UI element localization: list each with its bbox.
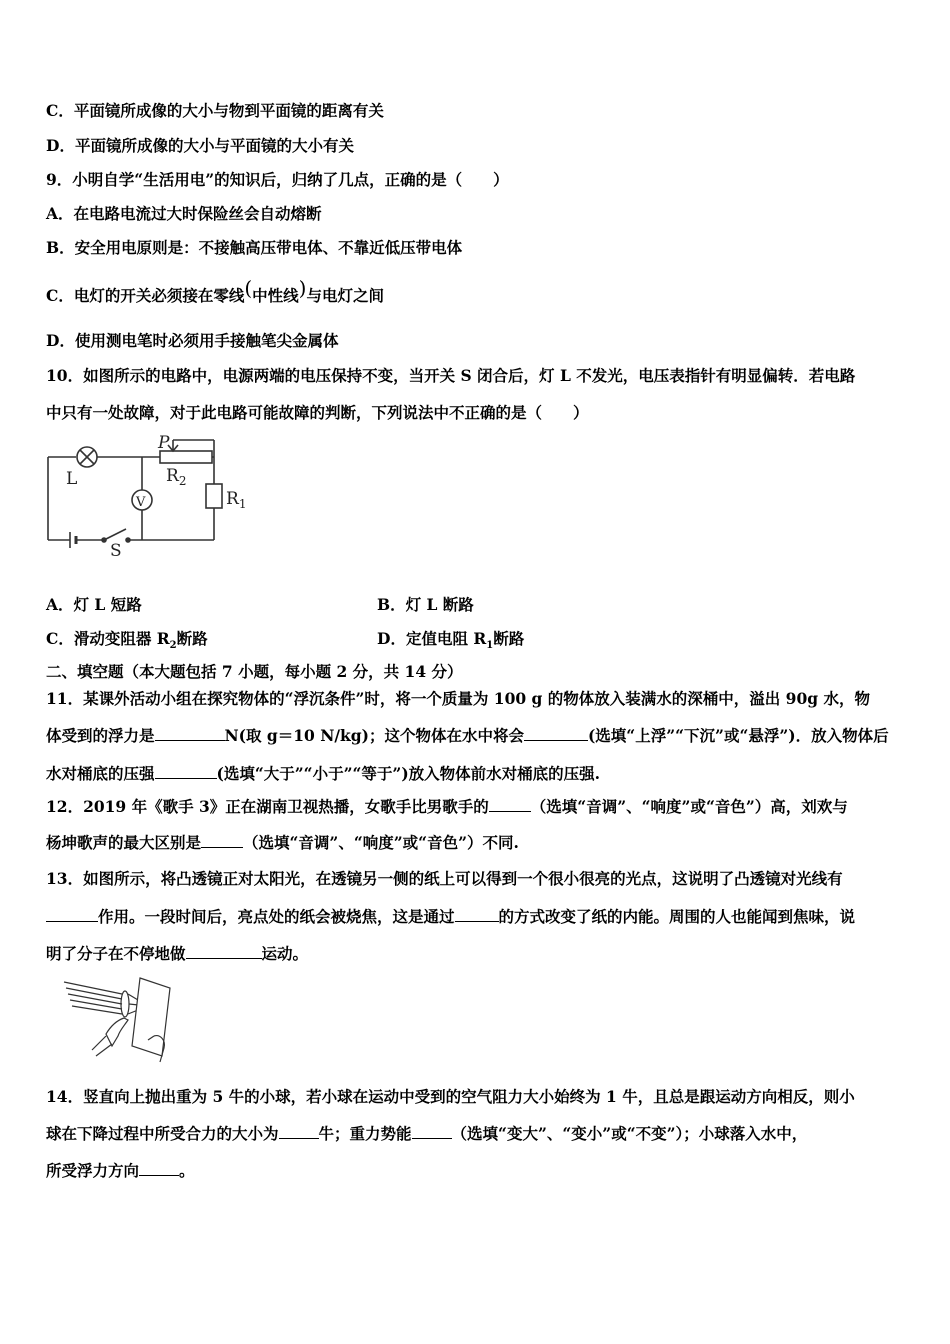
q10-option-d [377, 629, 524, 656]
q13-blank-3[interactable] [186, 944, 262, 959]
resistor-label-letter: R [226, 489, 239, 509]
rheostat-label-sub: 2 [178, 474, 187, 488]
q12-line2 [46, 833, 519, 853]
q11-blank-buoyancy[interactable] [155, 726, 225, 741]
q9-option-d: D．使用测电笔时必须用手接触笔尖金属体 [46, 331, 339, 350]
q9-option-c-pre: C．电灯的开关必须接在零线 [46, 286, 245, 305]
q10-option-c [46, 629, 208, 656]
q9-stem: 9．小明自学“生活用电”的知识后，归纳了几点，正确的是（ ） [46, 170, 509, 189]
rheostat-label [166, 466, 186, 488]
q10-option-c-post: 断路 [176, 629, 208, 648]
q14-line2-b: 牛；重力势能 [318, 1124, 412, 1143]
switch-symbol [102, 538, 106, 542]
resistor-label-sub: 1 [238, 497, 247, 511]
q9-option-c-post: 与电灯之间 [306, 286, 384, 305]
q14-blank-1[interactable] [279, 1124, 319, 1139]
q10-option-d-pre: D．定值电阻 R [377, 629, 487, 648]
voltmeter-label: V [136, 495, 146, 510]
slider-label: P [158, 433, 170, 453]
q12-blank-2[interactable] [201, 833, 243, 848]
q12-line1-a: 12．2019 年《歌手 3》正在湖南卫视热播，女歌手比男歌手的 [46, 797, 489, 816]
sun-ray [66, 988, 122, 999]
section-title: 二、填空题（本大题包括 7 小题，每小题 2 分，共 14 分） [46, 662, 463, 681]
q12-blank-1[interactable] [489, 797, 531, 812]
q8-option-c: C．平面镜所成像的大小与物到平面镜的距离有关 [46, 101, 384, 120]
q11-line3 [46, 764, 600, 784]
q10-stem-line1: 10．如图所示的电路中，电源两端的电压保持不变，当开关 S 闭合后，灯 L 不发光，电压表指针有明显偏转．若电路 [46, 366, 856, 385]
q10-stem-line2: 中只有一处故障，对于此电路可能故障的判断，下列说法中不正确的是（ ） [46, 403, 589, 422]
sun-ray [70, 1000, 122, 1009]
q9-option-c-mid: 中性线 [252, 286, 299, 305]
q11-line3-a: 水对桶底的压强 [46, 764, 155, 783]
q11-line2-c: (选填“上浮”“下沉”或“悬浮”)．放入物体后 [587, 726, 889, 745]
q9-option-a: A．在电路电流过大时保险丝会自动熔断 [46, 204, 322, 223]
q14-line2 [46, 1124, 807, 1144]
switch-label: S [110, 541, 122, 561]
q10-option-c-pre: C．滑动变阻器 R [46, 629, 170, 648]
q13-lens-figure [62, 974, 182, 1064]
q11-blank-float-state[interactable] [524, 726, 588, 741]
q13-line2 [46, 907, 855, 927]
q11-line2 [46, 726, 889, 746]
q10-option-c-sub: 2 [169, 640, 177, 652]
q11-line1: 11．某课外活动小组在探究物体的“浮沉条件”时，将一个质量为 100 g 的物体放入装满水的深桶中，溢出 90g 水，物 [46, 689, 870, 708]
q12-line2-a: 杨坤歌声的最大区别是 [46, 833, 202, 852]
resistor-r1-symbol [206, 484, 222, 508]
lens-symbol [121, 991, 129, 1017]
q9-option-c [46, 276, 384, 306]
q12-line1 [46, 797, 848, 817]
resistor-label [226, 489, 246, 511]
q13-line3-b: 运动。 [261, 944, 309, 963]
q14-line3-b: 。 [179, 1161, 195, 1180]
q9-option-c-paren-close: ) [298, 276, 307, 300]
q14-line2-a: 球在下降过程中所受合力的大小为 [46, 1124, 279, 1143]
q12-line2-b: （选填“音调”、“响度”或“音色”）不同. [243, 833, 519, 852]
q11-line2-b: N(取 g＝10 N/kg)；这个物体在水中将会 [224, 726, 524, 745]
q11-blank-pressure[interactable] [155, 764, 217, 779]
q10-option-a: A．灯 L 短路 [46, 595, 142, 614]
q13-blank-2[interactable] [455, 907, 499, 922]
left-hand [106, 1018, 128, 1046]
q13-line3 [46, 944, 308, 964]
q11-line3-b: (选填“大于”“小于”“等于”)放入物体前水对桶底的压强. [216, 764, 601, 783]
q10-circuit-diagram [40, 432, 270, 562]
q9-option-c-paren-open: ( [244, 276, 253, 300]
q13-line3-a: 明了分子在不停地做 [46, 944, 186, 963]
q14-line3-a: 所受浮力方向 [46, 1161, 140, 1180]
q13-line2-a: 作用。一段时间后，亮点处的纸会被烧焦，这是通过 [98, 907, 455, 926]
q14-line2-c: （选填“变大”、“变小”或“不变”）；小球落入水中， [451, 1124, 808, 1143]
q10-option-b: B．灯 L 断路 [377, 595, 474, 614]
q12-line1-b: （选填“音调”、“响度”或“音色”）高，刘欢与 [530, 797, 848, 816]
sun-ray [68, 994, 122, 1004]
q13-line1: 13．如图所示，将凸透镜正对太阳光，在透镜另一侧的纸上可以得到一个很小很亮的光点，这说明了凸透镜对光线有 [46, 869, 843, 888]
q13-line2-b: 的方式改变了纸的内能。周围的人也能闻到焦味，说 [498, 907, 856, 926]
q8-option-d: D．平面镜所成像的大小与平面镜的大小有关 [46, 136, 354, 155]
q14-blank-2[interactable] [412, 1124, 452, 1139]
q14-line1: 14．竖直向上抛出重为 5 牛的小球，若小球在运动中受到的空气阻力大小始终为 1 牛，且总是跟运动方向相反，则小 [46, 1087, 855, 1106]
q9-option-b: B．安全用电原则是：不接触高压带电体、不靠近低压带电体 [46, 238, 463, 257]
sun-ray [64, 982, 122, 994]
q11-line2-a: 体受到的浮力是 [46, 726, 155, 745]
q14-line3 [46, 1161, 195, 1181]
q10-option-d-post: 断路 [493, 629, 525, 648]
q13-blank-1[interactable] [46, 907, 98, 922]
lamp-label: L [66, 469, 78, 489]
q14-blank-3[interactable] [139, 1161, 179, 1176]
q10-option-d-sub: 1 [486, 640, 494, 652]
rheostat-label-letter: R [166, 466, 179, 486]
